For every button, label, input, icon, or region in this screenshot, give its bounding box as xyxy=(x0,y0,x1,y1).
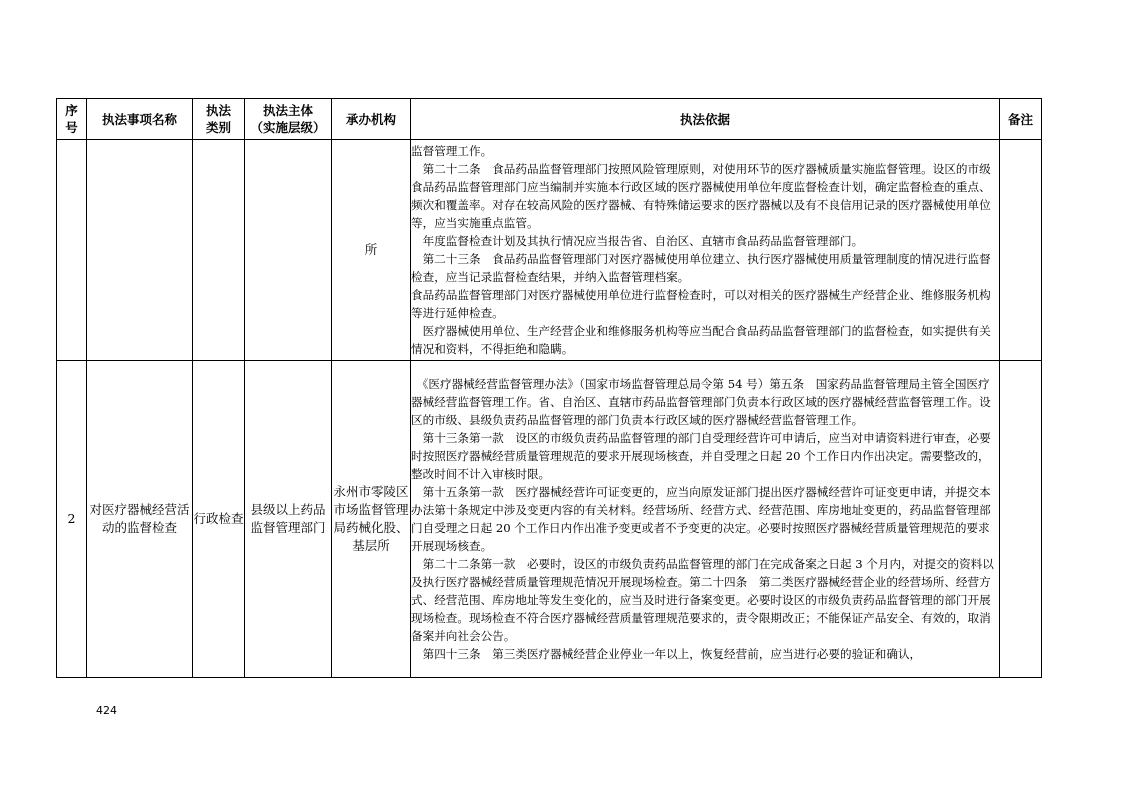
row-subject xyxy=(245,140,332,361)
header-agency: 承办机构 xyxy=(332,99,411,140)
basis-paragraph: 第十五条第一款 医疗器械经营许可证变更的，应当向原发证部门提出医疗器械经营许可证变更申请，并提交本办法第十条规定中涉及变更内容的有关材料。经营场所、经营方式、经营范围、库房地址变更的，药品监督管理部门自受理之日起 20 个工作日内作出准予变更或者不予变更的决定。必要时按照医疗器械经营质量管理规范的要求开展现场核查。 xyxy=(411,485,991,553)
basis-paragraph: 第十三条第一款 设区的市级负责药品监督管理的部门自受理经营许可申请后，应当对申请资料进行审查，必要时按照医疗器械经营质量管理规范的要求开展现场核查，并自受理之日起 20 个工作日内作出决定。需要整改的，整改时间不计入审核时限。 xyxy=(411,431,991,481)
header-name: 执法事项名称 xyxy=(87,99,193,140)
enforcement-table xyxy=(56,98,1042,678)
basis-paragraph: 第二十二条 食品药品监督管理部门按照风险管理原则，对使用环节的医疗器械质量实施监督管理。设区的市级食品药品监督管理部门应当编制并实施本行政区域的医疗器械使用单位年度监督检查计划，确定监督检查的重点、频次和覆盖率。对存在较高风险的医疗器械、有特殊储运要求的医疗器械以及有不良信用记录的医疗器械使用单位等，应当实施重点监管。 xyxy=(411,162,991,230)
table-row xyxy=(57,361,1042,678)
table-row xyxy=(57,140,1042,361)
row-remark xyxy=(1000,361,1042,678)
basis-paragraph: 第二十二条第一款 必要时，设区的市级负责药品监督管理的部门在完成备案之日起 3 个月内，对提交的资料以及执行医疗器械经营质量管理规范情况开展现场检查。第二十四条 第二类医疗器械经营企业的经营场所、经营方式、经营范围、库房地址等发生变化的，应当及时进行备案变更。必要时设区的市级负责药品监督管理的部门开展现场检查。现场检查不符合医疗器械经营质量管理规范要求的，责令限期改正；不能保证产品安全、有效的，取消备案并向社会公告。 xyxy=(411,557,994,643)
page-number: 424 xyxy=(96,704,117,717)
row-category: 行政检查 xyxy=(193,361,245,678)
header-basis: 执法依据 xyxy=(411,99,1000,140)
basis-paragraph: 《医疗器械经营监督管理办法》（国家市场监督管理总局令第 54 号）第五条 国家药品监督管理局主管全国医疗器械经营监督管理工作。省、自治区、直辖市药品监督管理部门负责本行政区域的医疗器械经营监督管理工作。设区的市级、县级负责药品监督管理的部门负责本行政区域的医疗器械经营监督管理工作。 xyxy=(411,377,991,427)
basis-paragraph: 第二十三条 食品药品监督管理部门对医疗器械使用单位建立、执行医疗器械使用质量管理制度的情况进行监督检查，应当记录监督检查结果，并纳入监督管理档案。 xyxy=(411,252,991,284)
row-subject: 县级以上药品监督管理部门 xyxy=(245,361,332,678)
basis-paragraph: 食品药品监督管理部门对医疗器械使用单位进行监督检查时，可以对相关的医疗器械生产经营企业、维修服务机构等进行延伸检查。 xyxy=(411,288,991,320)
header-subject: 执法主体 （实施层级） xyxy=(245,99,332,140)
header-remark: 备注 xyxy=(1000,99,1042,140)
row-remark xyxy=(1000,140,1042,361)
row-basis xyxy=(411,361,1000,678)
row-basis xyxy=(411,140,1000,361)
basis-paragraph: 第四十三条 第三类医疗器械经营企业停业一年以上，恢复经营前，应当进行必要的验证和确认， xyxy=(411,647,922,661)
basis-paragraph: 医疗器械使用单位、生产经营企业和维修服务机构等应当配合食品药品监督管理部门的监督检查，如实提供有关情况和资料，不得拒绝和隐瞒。 xyxy=(411,324,991,356)
row-index xyxy=(57,140,87,361)
row-agency: 永州市零陵区市场监督管理局药械化股、基层所 xyxy=(332,361,411,678)
header-index: 序 号 xyxy=(57,99,87,140)
row-agency: 所 xyxy=(332,140,411,361)
header-category: 执法 类别 xyxy=(193,99,245,140)
row-index: 2 xyxy=(57,361,87,678)
header-row xyxy=(57,99,1042,140)
basis-paragraph: 年度监督检查计划及其执行情况应当报告省、自治区、直辖市食品药品监督管理部门。 xyxy=(411,234,864,248)
basis-paragraph: 监督管理工作。 xyxy=(411,144,493,158)
row-name: 对医疗器械经营活动的监督检查 xyxy=(87,361,193,678)
row-name xyxy=(87,140,193,361)
row-category xyxy=(193,140,245,361)
